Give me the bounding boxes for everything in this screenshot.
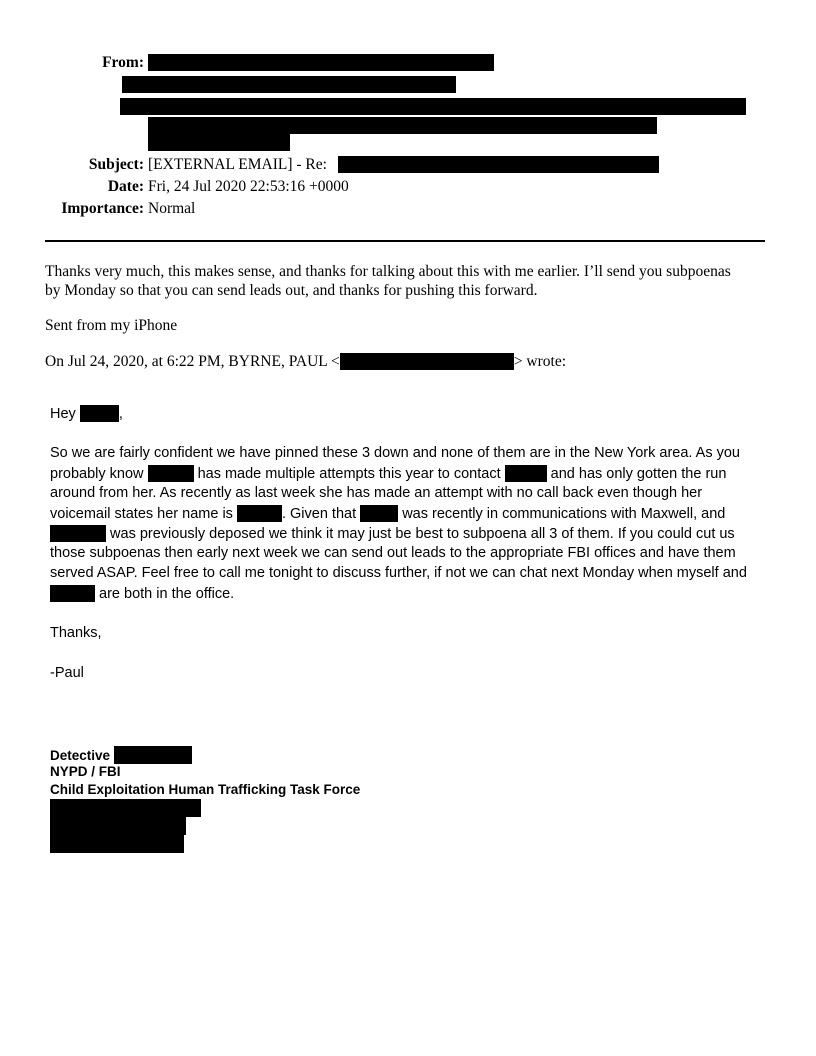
body-line-7: served ASAP. Feel free to call me tonight to discuss further, if not we can chat next Monday when myself and xyxy=(50,565,747,581)
body-fragment: voicemail states her name is xyxy=(50,506,233,522)
body-line-5 xyxy=(50,525,735,542)
redacted-detective-name xyxy=(114,746,192,764)
body-fragment: has made multiple attempts this year to contact xyxy=(197,466,501,482)
body-line-3: around from her. As recently as last week she has made an attempt with no call back even though her xyxy=(50,485,703,501)
greeting-comma: , xyxy=(118,406,123,422)
redacted-contact-line-2 xyxy=(50,817,186,835)
redacted-name xyxy=(50,525,106,542)
quote-intro-prefix: On Jul 24, 2020, at 6:22 PM, BYRNE, PAUL < xyxy=(45,353,340,370)
quote-intro xyxy=(45,353,566,371)
mobile-signature: Sent from my iPhone xyxy=(45,317,178,334)
body-fragment: are both in the office. xyxy=(99,586,235,602)
body-line-8 xyxy=(50,585,234,602)
subject-label: Subject: xyxy=(88,156,144,173)
closing-thanks: Thanks, xyxy=(50,625,102,641)
header-divider xyxy=(45,240,765,242)
body-fragment: . Given that xyxy=(281,506,357,522)
redacted-name xyxy=(50,585,95,602)
body-line-4 xyxy=(50,505,725,522)
signoff: -Paul xyxy=(50,665,84,681)
sig-unit: Child Exploitation Human Trafficking Task Force xyxy=(50,782,361,797)
from-label: From: xyxy=(102,54,144,71)
redacted-from-line-4 xyxy=(148,117,657,134)
body-fragment: probably know xyxy=(50,466,144,482)
redacted-from-line-2 xyxy=(122,76,456,93)
redacted-name xyxy=(505,465,547,482)
body-line-2 xyxy=(50,465,726,482)
importance-label: Importance: xyxy=(61,200,144,217)
date-label: Date: xyxy=(107,178,144,195)
redacted-contact-line-3 xyxy=(50,835,184,853)
redacted-from-line-5 xyxy=(148,134,290,151)
sig-org: NYPD / FBI xyxy=(50,764,121,779)
date-value: Fri, 24 Jul 2020 22:53:16 +0000 xyxy=(148,178,349,195)
greeting-word: Hey xyxy=(50,406,76,422)
redacted-from-name xyxy=(148,54,494,71)
body-line-1: So we are fairly confident we have pinned these 3 down and none of them are in the New York area. As you xyxy=(50,445,740,461)
quote-intro-suffix: > wrote: xyxy=(513,353,567,370)
body-fragment: and has only gotten the run xyxy=(550,466,727,482)
greeting xyxy=(50,405,123,422)
redacted-email xyxy=(340,353,514,370)
redacted-subject xyxy=(338,156,659,173)
redacted-name xyxy=(237,505,282,522)
reply-line-1: Thanks very much, this makes sense, and thanks for talking about this with me earlier. I’ll send you subpoenas xyxy=(45,263,731,280)
redacted-from-line-3 xyxy=(120,98,746,115)
body-fragment: was recently in communications with Maxwell, and xyxy=(402,506,726,522)
importance-value: Normal xyxy=(148,200,196,217)
subject-text: [EXTERNAL EMAIL] - Re: xyxy=(148,156,327,173)
redacted-contact-line-1 xyxy=(50,799,201,817)
redacted-name xyxy=(360,505,398,522)
redacted-recipient xyxy=(80,405,119,422)
sig-title xyxy=(50,746,192,764)
body-line-6: those subpoenas then early next week we can send out leads to the appropriate FBI offices and have them xyxy=(50,545,736,561)
redacted-name xyxy=(148,465,194,482)
sig-title-text: Detective xyxy=(50,748,111,763)
reply-line-2: by Monday so that you can send leads out, and thanks for pushing this forward. xyxy=(45,282,538,299)
body-fragment: was previously deposed we think it may just be best to subpoena all 3 of them. If you could cut us xyxy=(110,526,735,542)
